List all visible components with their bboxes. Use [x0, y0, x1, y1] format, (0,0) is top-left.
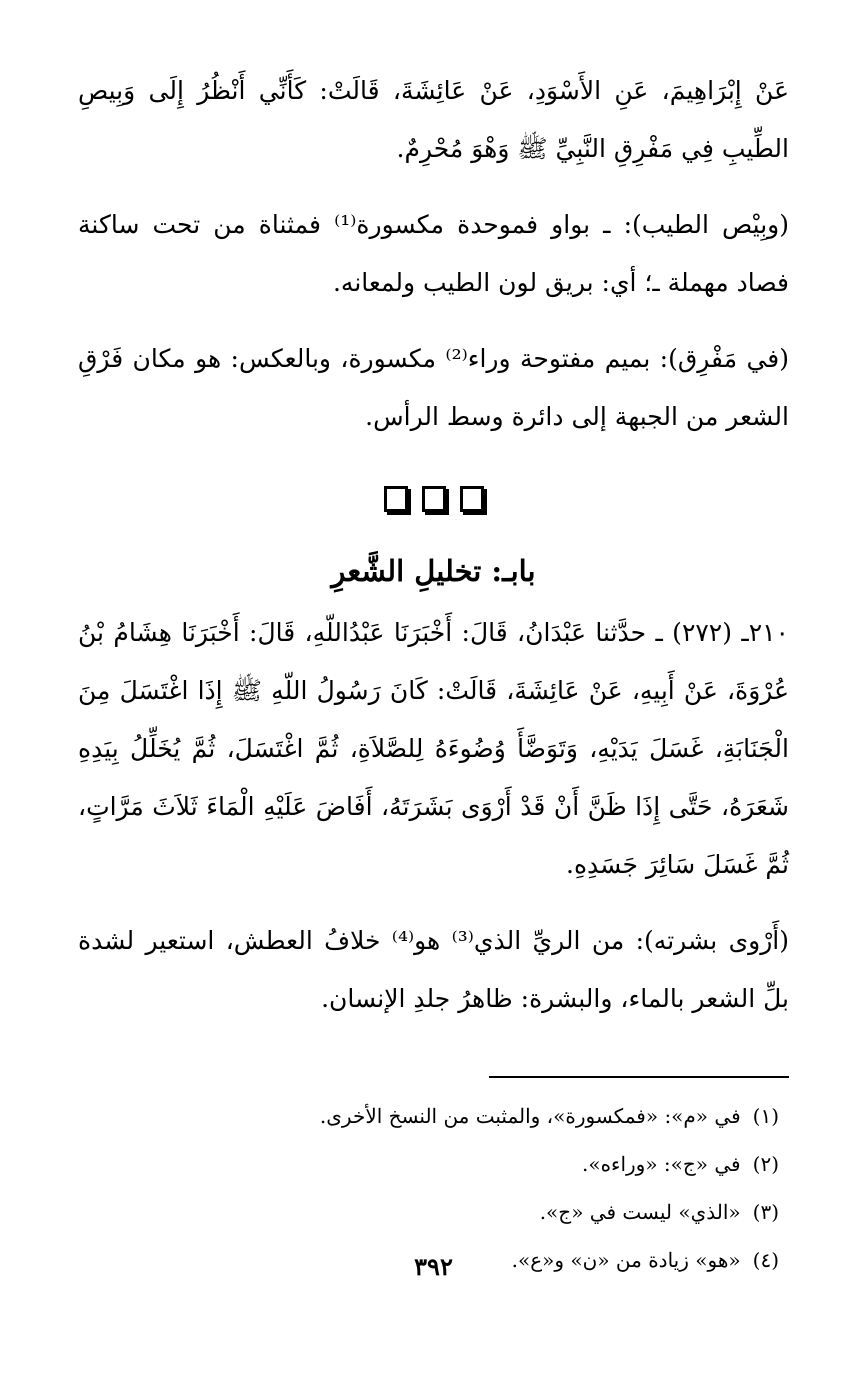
divider-square-icon: [460, 486, 484, 512]
footnote-text: «الذي» ليست في «ج».: [539, 1200, 741, 1224]
footnote-item: [78, 1140, 789, 1188]
footnote-item: [78, 1092, 789, 1140]
page-number: ٣٩٢: [414, 1252, 453, 1281]
divider-square-icon: [422, 486, 446, 512]
chapter-label: بابـ: [502, 554, 536, 588]
chapter-title: تخليلِ الشَّعرِ: [331, 554, 482, 588]
footnote-number: (٣): [752, 1200, 779, 1224]
hadith-text: عَنْ إِبْرَاهِيمَ، عَنِ الأَسْوَدِ، عَنْ عَائِشَةَ، قَالَتْ: كَأَنِّي أَنْظُرُ إِلَى وَبِيصِ الطِّيبِ فِي مَفْرِقِ النَّبِيِّ ﷺ وَهْوَ مُحْرِمٌ.: [78, 76, 789, 163]
footnote-text: «هو» زيادة من «ن» و«ع».: [511, 1248, 741, 1272]
section-divider: [78, 486, 789, 512]
hadith-210-text: ٢١٠ـ (٢٧٢) ـ حدَّثنا عَبْدَانُ، قَالَ: أَخْبَرَنَا عَبْدُاللّهِ، قَالَ: أَخْبَرَنَا هِشَامُ بْنُ عُرْوَةَ، عَنْ أَبِيهِ، عَنْ عَائِشَةَ، قَالَتْ: كَانَ رَسُولُ اللّهِ ﷺ إِذَا اغْتَسَلَ مِنَ الْجَنَابَةِ، غَسَلَ يَدَيْهِ، وَتَوَضَّأَ وُضُوءَهُ لِلصَّلاَةِ، ثُمَّ اغْتَسَلَ، ثُمَّ يُخَلِّلُ بِيَدِهِ شَعَرَهُ، حَتَّى إِذَا ظَنَّ أَنْ قَدْ أَرْوَى بَشَرَتَهُ، أَفَاضَ عَلَيْهِ الْمَاءَ ثَلاَثَ مَرَّاتٍ، ثُمَّ غَسَلَ سَائِرَ جَسَدِهِ.: [78, 618, 789, 879]
footnote-number: (١): [752, 1104, 779, 1128]
footnote-item: [78, 1188, 789, 1236]
chapter-heading: بابـ:تخليلِ الشَّعرِ: [331, 554, 536, 588]
explanation-arwa: (أَرْوى بشرته): من الريِّ الذي⁽³⁾ هو⁽⁴⁾ خلافُ العطش، استعير لشدة بلِّ الشعر بالماء، والبشرة: ظاهرُ جلدِ الإنسان.: [78, 926, 789, 1013]
footnote-separator: [489, 1076, 789, 1078]
divider-square-icon: [384, 486, 408, 512]
footnote-text: في «م»: «فمكسورة»، والمثبت من النسخ الأخرى.: [319, 1104, 741, 1128]
footnote-number: (٢): [752, 1152, 779, 1176]
footnote-text: في «ج»: «وراءه».: [581, 1152, 741, 1176]
explanation-mafriq: (في مَفْرِق): بميم مفتوحة وراء⁽²⁾ مكسورة، وبالعكس: هو مكان فَرْقِ الشعر من الجبهة إلى دائرة وسط الرأس.: [78, 344, 790, 431]
footnote-number: (٤): [752, 1248, 779, 1272]
explanation-wabis: (وبِيْص الطيب): ـ بواو فموحدة مكسورة⁽¹⁾ فمثناة من تحت ساكنة فصاد مهملة ـ؛ أي: بريق لون الطيب ولمعانه.: [78, 210, 789, 297]
